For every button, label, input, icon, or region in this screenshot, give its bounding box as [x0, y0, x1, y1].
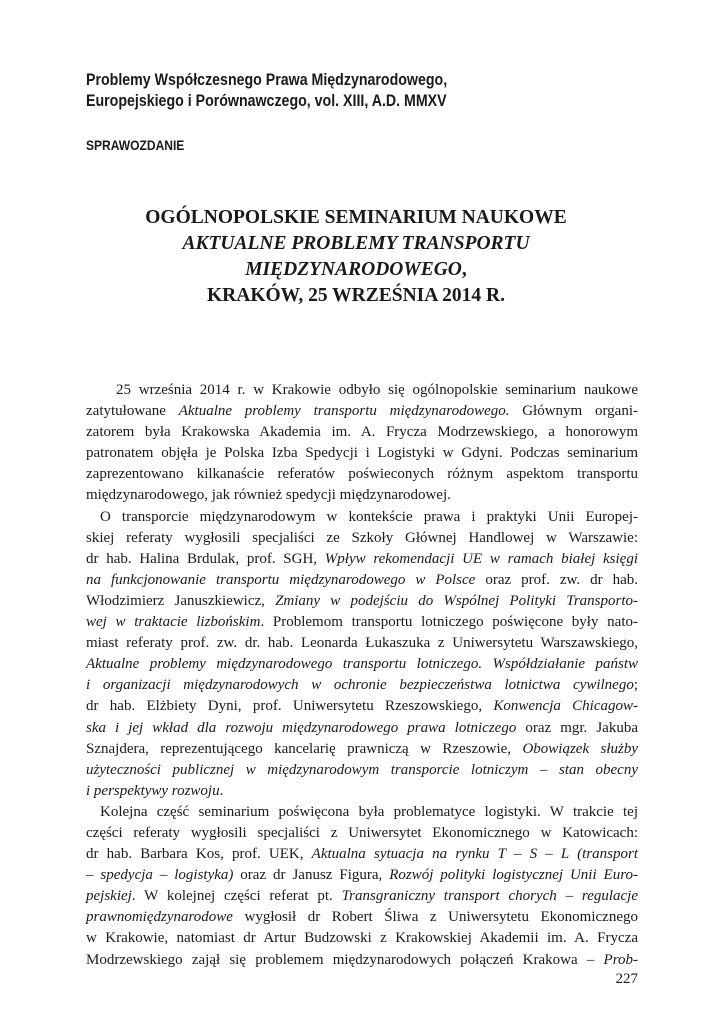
body-line: Kolejna część seminarium poświęcona była problematyce logistyki. W trakcie tej — [100, 803, 638, 820]
title-line-3-italic: MIĘDZYNARODOWEGO — [245, 259, 462, 280]
title-line-3 — [0, 257, 712, 283]
body-line: zatytułowane Aktualne problemy transportu międzynarodowego. Głównym organi- — [86, 403, 639, 420]
body-line: dr hab. Halina Brdulak, prof. SGH, Wpływ rekomendacji UE w ramach białej księgi — [86, 550, 638, 567]
journal-title-line-1: Problemy Współczesnego Prawa Międzynarodowego, — [86, 71, 448, 89]
body-line: i perspektywy rozwoju. — [86, 782, 224, 799]
article-body — [86, 380, 638, 971]
body-line: Włodzimierz Januszkiewicz, Zmiany w podejściu do Wspólnej Polityki Transporto- — [86, 592, 638, 609]
body-line: użyteczności publicznej w międzynarodowym transporcie lotniczym – stan obecny — [86, 761, 638, 778]
body-line: części referaty wygłosili specjaliści z Uniwersytet Ekonomicznego w Katowicach: — [86, 824, 638, 841]
body-line: zaprezentowano kilkanaście referatów poświeconych różnym aspektom transportu — [86, 466, 638, 483]
body-line: w Krakowie, natomiast dr Artur Budzowski z Krakowskiej Akademii im. A. Frycza — [86, 930, 638, 947]
page-number: 227 — [615, 971, 638, 987]
title-line-1: OGÓLNOPOLSKIE SEMINARIUM NAUKOWE — [145, 207, 567, 228]
body-line: – spedycja – logistyka) oraz dr Janusz Figura, Rozwój polityki logistycznej Unii Euro- — [86, 867, 638, 884]
body-line: miast referaty prof. zw. dr. hab. Leonarda Łukaszuka z Uniwersytetu Warszawskiego, — [86, 635, 638, 652]
body-line: dr hab. Barbara Kos, prof. UEK, Aktualna sytuacja na rynku T – S – L (transport — [86, 846, 639, 863]
body-line: prawnomiędzynarodowe wygłosił dr Robert Śliwa z Uniwersytetu Ekonomicznego — [86, 909, 638, 926]
body-line: zatorem była Krakowska Akademia im. A. Frycza Modrzewskiego, a honorowym — [86, 424, 638, 441]
journal-title-line-2: Europejskiego i Porównawczego, vol. XIII, A.D. MMXV — [86, 92, 447, 110]
article-title — [0, 205, 712, 309]
body-line: Sznajdera, reprezentującego kancelarię prawniczą w Rzeszowie, Obowiązek służby — [86, 740, 638, 757]
body-line: międzynarodowego, jak również spedycji międzynarodowej. — [86, 487, 451, 504]
section-label: SPRAWOZDANIE — [86, 137, 185, 153]
body-line: Aktualne problemy międzynarodowego transportu lotniczego. Współdziałanie państw — [86, 656, 638, 673]
body-line: wej w traktacie lizbońskim. Problemom transportu lotniczego poświęcone były nato- — [86, 614, 638, 631]
title-line-3-comma: , — [461, 259, 467, 280]
journal-header — [86, 70, 568, 112]
body-line: patronatem objęła je Polska Izba Spedycji i Logistyki w Gdyni. Podczas seminarium — [86, 445, 638, 462]
body-line: Modrzewskiego zajął się problemem międzynarodowych połączeń Krakowa – Prob- — [86, 951, 638, 968]
body-line: pejskiej. W kolejnej części referat pt. Transgraniczny transport chorych – regulacje — [86, 888, 638, 905]
body-line: 25 września 2014 r. w Krakowie odbyło się ogólnopolskie seminarium naukowe — [116, 382, 638, 398]
body-line: skiej referaty wygłosili specjaliści ze Szkoły Głównej Handlowej w Warszawie: — [86, 529, 638, 546]
body-line: O transporcie międzynarodowym w kontekście prawa i praktyki Unii Europej- — [100, 508, 638, 525]
body-line: dr hab. Elżbiety Dyni, prof. Uniwersytetu Rzeszowskiego, Konwencja Chicagow- — [86, 698, 639, 715]
body-line: na funkcjonowanie transportu międzynarodowego w Polsce oraz prof. zw. dr hab. — [86, 571, 638, 588]
title-line-2: AKTUALNE PROBLEMY TRANSPORTU — [182, 233, 530, 254]
body-line: i organizacji międzynarodowych w ochronie bezpieczeństwa lotnictwa cywilnego; — [86, 677, 638, 694]
title-line-4: KRAKÓW, 25 WRZEŚNIA 2014 R. — [207, 285, 505, 306]
body-line: ska i jej wkład dla rozwoju międzynarodowego prawa lotniczego oraz mgr. Jakuba — [86, 719, 638, 736]
